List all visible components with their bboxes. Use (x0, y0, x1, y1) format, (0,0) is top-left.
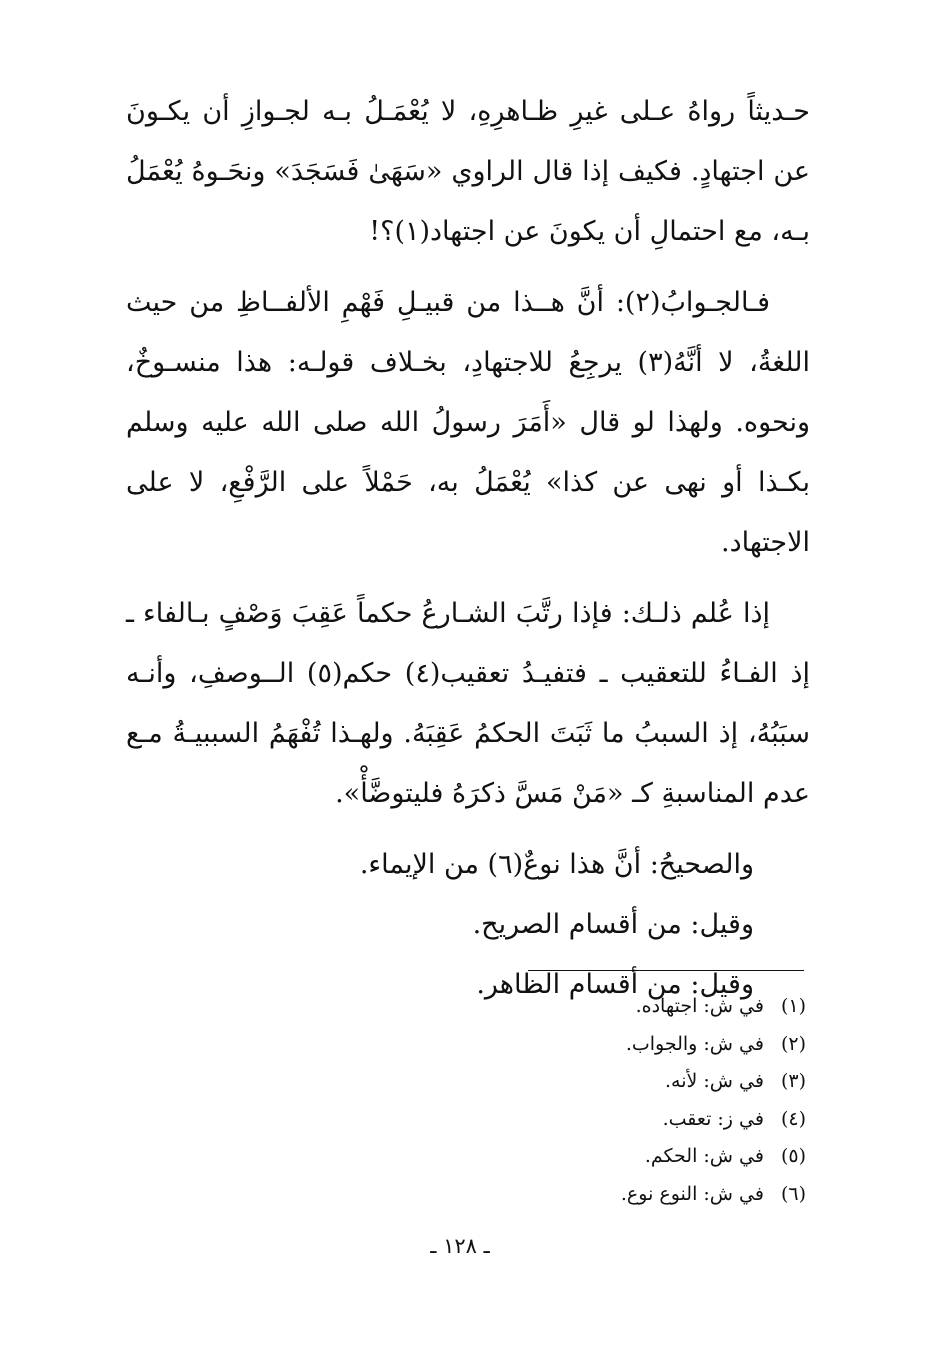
footnote-number: (٥) (780, 1145, 806, 1167)
footnote-item (300, 1026, 806, 1064)
footnote-text: في ش: اجتهاده. (635, 995, 764, 1017)
footnote-item (300, 1063, 806, 1101)
opinion-apparent: وقيل: من أقسام الظاهر. (476, 969, 754, 1000)
footnote-number: (١) (780, 995, 806, 1017)
footnote-number: (٦) (780, 1182, 806, 1205)
footnote-text: في ش: لأنه. (665, 1070, 764, 1092)
footnote-text: في ش: الحكم. (644, 1145, 764, 1167)
footnote-item (300, 988, 806, 1026)
footnote-item (300, 1176, 806, 1214)
page-number: ـ ١٢٨ ـ (430, 1234, 490, 1258)
paragraph-fa-taqib: إذا عُلم ذلـك: فإذا رتَّبَ الشـارعُ حكماً عَقِبَ وَصْفٍ بـالفاء ـ إذ الفـاءُ للتعقيب ـ فتفيـدُ تعقيب(٤) حكم(٥) الــوصفِ، وأنـه سبَبُهُ، إذ السببُ ما ثَبَتَ الحكمُ عَقِبَهُ. ولهـذا تُفْهَمُ السببيـةُ مـع عدم المناسبةِ كـ «مَنْ مَسَّ ذكرَهُ فليتوضَّأْ». (126, 598, 810, 809)
footnote-number: (٢) (780, 1032, 806, 1055)
footnote-text: في ز: تعقب. (662, 1107, 764, 1130)
opinion-explicit: وقيل: من أقسام الصريح. (472, 909, 754, 940)
paragraph-hadith-question: حـديثاً رواهُ عـلى غيرِ ظـاهرِهِ، لا يُعْمَـلُ بـه لجـوازِ أن يكـونَ عن اجتهادٍ. فكيف إذا قال الراوي «سَهَىٰ فَسَجَدَ» ونحَـوهُ يُعْمَلُ بـه، مع احتمالِ أن يكونَ عن اجتهاد(١)؟! (126, 96, 810, 247)
footnote-number: (٤) (780, 1107, 806, 1130)
footnote-text: في ش: النوع نوع. (620, 1182, 764, 1205)
footnote-separator (528, 970, 804, 971)
paragraph-answer: فـالجـوابُ(٢): أنَّ هــذا من قبيـلِ فَهْمِ الألفــاظِ من حيث اللغةُ، لا أنَّهُ(٣) يرجِعُ للاجتهادِ، بخـلاف قولـه: هذا منسـوخٌ، ونحوه. ولهذا لو قال «أَمَرَ رسولُ الله صلى الله عليه وسلم بكـذا أو نهى عن كذا» يُعْمَلُ به، حَمْلاً على الرَّفْعِ، لا على الاجتهاد. (126, 287, 810, 558)
footnote-text: في ش: والجواب. (625, 1032, 764, 1055)
main-text (126, 82, 810, 1015)
footnote-item (300, 1101, 806, 1139)
opinion-correct: والصحيحُ: أنَّ هذا نوعٌ(٦) من الإيماء. (359, 849, 754, 880)
footnote-number: (٣) (780, 1070, 806, 1092)
footnote-item (300, 1138, 806, 1176)
footnotes (300, 988, 806, 1213)
